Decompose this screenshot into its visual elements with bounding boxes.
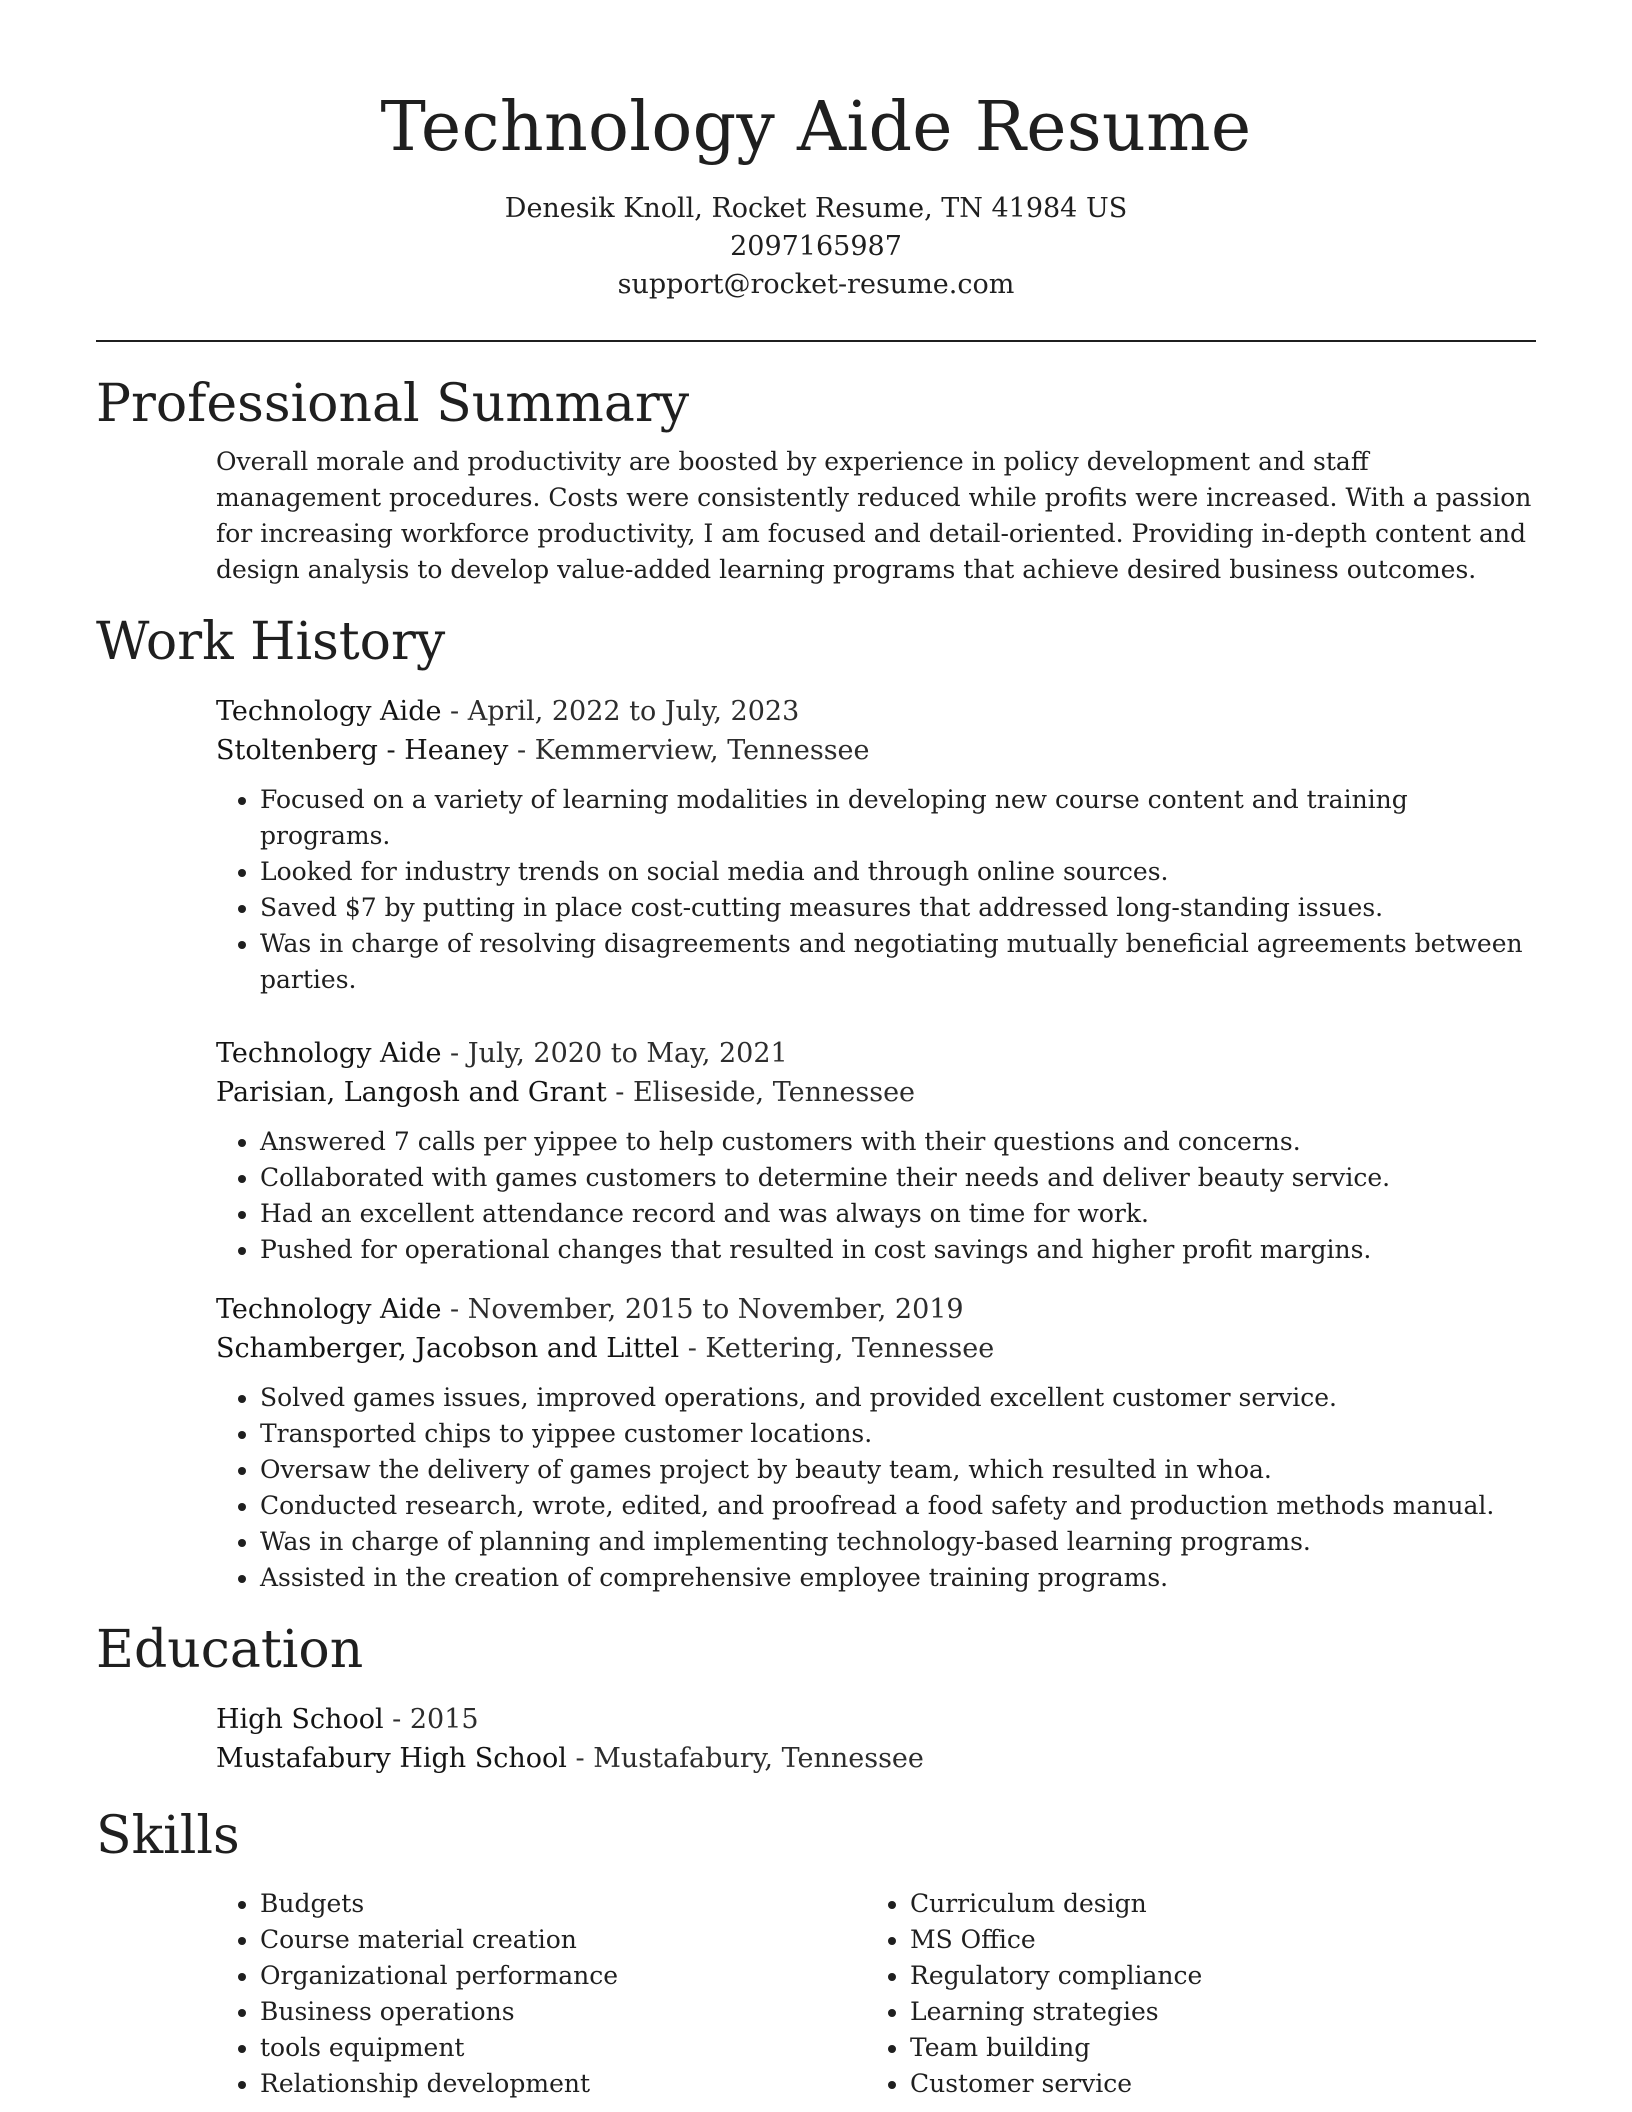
job-company: Schamberger, Jacobson and Littel [216, 1333, 680, 1364]
skills-heading: Skills [96, 1806, 240, 1866]
job-bullet: • Transported chips to yippee customer locations. [260, 1416, 1536, 1452]
skill-item: • Regulatory compliance [910, 1958, 1516, 1994]
job-bullet: • Collaborated with games customers to determine their needs and deliver beauty service. [260, 1160, 1536, 1196]
job-bullet: • Focused on a variety of learning modalities in developing new course content and training programs. [260, 782, 1536, 854]
job-bullet: • Answered 7 calls per yippee to help customers with their questions and concerns. [260, 1124, 1536, 1160]
education-year: - 2015 [383, 1704, 479, 1735]
job-location: - Kemmerview, Tennessee [508, 735, 870, 766]
job-location: - Kettering, Tennessee [679, 1333, 995, 1364]
job-entry [216, 1034, 1536, 1268]
job-bullet: • Was in charge of resolving disagreements and negotiating mutually beneficial agreements between parties. [260, 926, 1536, 998]
job-bullet: • Looked for industry trends on social media and through online sources. [260, 854, 1536, 890]
job-company-line [216, 1073, 1536, 1112]
contact-phone: 2097165987 [730, 231, 902, 262]
job-bullets [216, 1124, 1536, 1268]
job-dates: - July, 2020 to May, 2021 [441, 1038, 788, 1069]
work-history-section [96, 610, 1536, 1596]
summary-text: Overall morale and productivity are boosted by experience in policy development and staff management procedures. Costs were consistently reduced while profits were increased. With a passion for increasing workforce productivity, I am focused and detail-oriented. Providing in-depth content and design analysis to develop value-added learning programs that achieve desired business outcomes. [216, 447, 1532, 584]
job-company: Parisian, Langosh and Grant [216, 1077, 607, 1108]
job-title: Technology Aide [216, 696, 442, 727]
skills-list [866, 1886, 1516, 2102]
skills-column-left [216, 1886, 866, 2102]
job-title-line [216, 1034, 1536, 1073]
skill-item: • Curriculum design [910, 1886, 1516, 1922]
summary-section [96, 372, 1536, 588]
contact-email: support@rocket-resume.com [617, 269, 1015, 300]
resume-title: Technology Aide Resume [380, 88, 1252, 167]
job-title-line [216, 692, 1536, 731]
skill-item: • Business operations [260, 1994, 866, 2030]
skills-list [216, 1886, 866, 2102]
skills-column-right [866, 1886, 1516, 2102]
contact-block [96, 190, 1536, 304]
education-school: Mustafabury High School [216, 1743, 567, 1774]
education-degree-line [216, 1700, 1536, 1739]
skill-item: • Organizational performance [260, 1958, 866, 1994]
job-title: Technology Aide [216, 1038, 442, 1069]
job-bullet: • Pushed for operational changes that resulted in cost savings and higher profit margins. [260, 1232, 1536, 1268]
job-bullets [216, 1380, 1536, 1596]
skill-item: • MS Office [910, 1922, 1516, 1958]
job-bullet: • Was in charge of planning and implementing technology-based learning programs. [260, 1524, 1536, 1560]
job-bullet: • Conducted research, wrote, edited, and proofread a food safety and production methods manual. [260, 1488, 1536, 1524]
education-location: - Mustafabury, Tennessee [566, 1743, 924, 1774]
job-entry [216, 1290, 1536, 1596]
job-bullet: • Saved $7 by putting in place cost-cutting measures that addressed long-standing issues. [260, 890, 1536, 926]
job-bullet: • Oversaw the delivery of games project by beauty team, which resulted in whoa. [260, 1452, 1536, 1488]
skill-item: • Budgets [260, 1886, 866, 1922]
contact-address: Denesik Knoll, Rocket Resume, TN 41984 US [504, 193, 1128, 224]
skill-item: • Relationship development [260, 2066, 866, 2102]
education-degree: High School [216, 1704, 384, 1735]
job-company-line [216, 1329, 1536, 1368]
job-dates: - November, 2015 to November, 2019 [441, 1294, 964, 1325]
skills-grid [216, 1886, 1536, 2102]
skill-item: • Learning strategies [910, 1994, 1516, 2030]
education-school-line [216, 1739, 1536, 1778]
job-company-line [216, 731, 1536, 770]
summary-heading: Professional Summary [96, 374, 690, 434]
job-bullet: • Assisted in the creation of comprehensive employee training programs. [260, 1560, 1536, 1596]
header-divider [96, 340, 1536, 342]
resume-header [96, 0, 1536, 304]
job-title-line [216, 1290, 1536, 1329]
job-bullet: • Solved games issues, improved operations, and provided excellent customer service. [260, 1380, 1536, 1416]
education-section [96, 1618, 1536, 1778]
job-company: Stoltenberg - Heaney [216, 735, 509, 766]
education-entry [216, 1700, 1536, 1778]
job-bullets [216, 782, 1536, 998]
job-title: Technology Aide [216, 1294, 442, 1325]
job-location: - Eliseside, Tennessee [606, 1077, 916, 1108]
skills-section [96, 1804, 1536, 2102]
skill-item: • tools equipment [260, 2030, 866, 2066]
job-entry [216, 692, 1536, 998]
skill-item: • Course material creation [260, 1922, 866, 1958]
work-history-heading: Work History [96, 612, 446, 672]
education-heading: Education [96, 1620, 364, 1680]
job-dates: - April, 2022 to July, 2023 [441, 696, 800, 727]
job-bullet: • Had an excellent attendance record and was always on time for work. [260, 1196, 1536, 1232]
skill-item: • Team building [910, 2030, 1516, 2066]
skill-item: • Customer service [910, 2066, 1516, 2102]
